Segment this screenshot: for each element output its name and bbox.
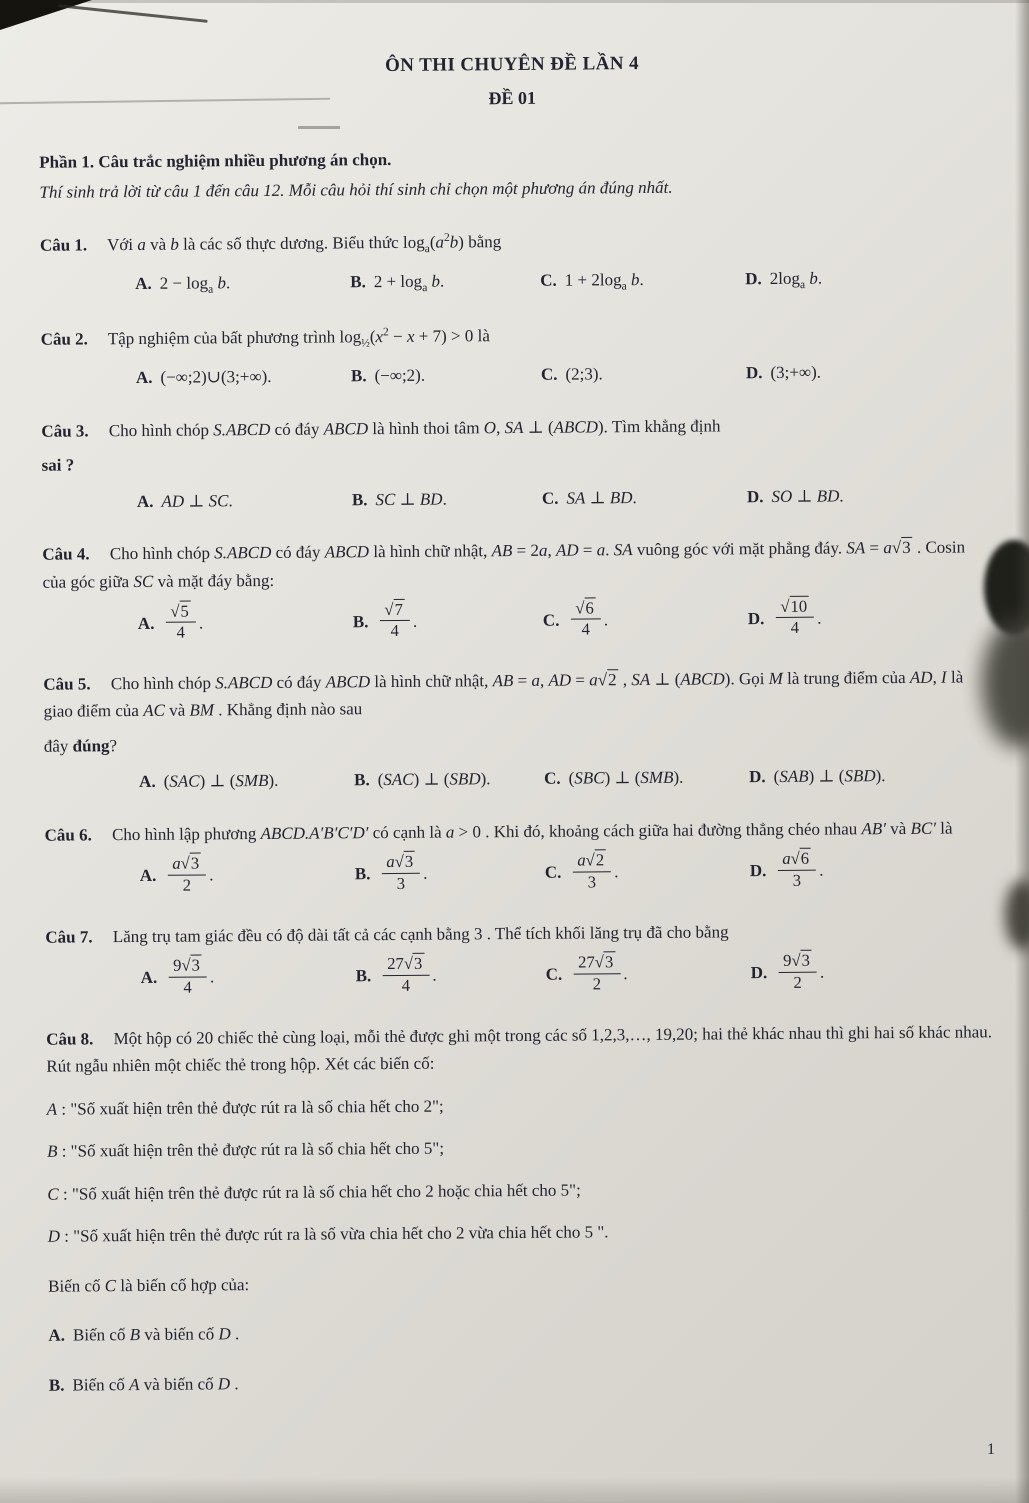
option-text: SA ⊥ BD.	[566, 487, 637, 508]
option-label: D.	[749, 861, 767, 881]
question-3-option-d	[747, 481, 989, 510]
option-label: A.	[140, 968, 158, 988]
question-1-option-d	[745, 263, 987, 295]
question-6-options	[45, 851, 992, 899]
option-text: $\frac{a √ 3}{3}$ .	[378, 864, 427, 883]
question-4-line	[42, 534, 989, 596]
question-8-option-b	[49, 1364, 996, 1399]
part1-instructions: Thí sinh trả lời từ câu 1 đến câu 12. Mỗi câu hỏi thí sinh chỉ chọn một phương án đúng nhất.	[39, 178, 673, 203]
option-label: D.	[746, 486, 764, 507]
question-3-option-b	[352, 485, 542, 514]
question-1-text: Với a và b là các số thực dương. Biểu thức $\log_a(a^2b)$ bằng	[107, 230, 502, 256]
question-2	[41, 318, 988, 392]
question-4-option-b	[353, 601, 543, 643]
option-label: A.	[139, 866, 157, 886]
option-text: √ $\frac{6}{4}$ .	[567, 610, 608, 629]
question-3-sai-line: sai ?	[41, 455, 75, 476]
question-8-prompt: Biến cố C là biến cố hợp của:	[48, 1274, 250, 1296]
question-4-option-d	[748, 598, 990, 640]
option-text: √ $\frac{7}{4}$ .	[376, 611, 417, 630]
question-7	[45, 916, 993, 1000]
question-4	[42, 534, 990, 646]
option-text: (SAC) ⊥ (SMB).	[163, 771, 279, 792]
option-label: D.	[750, 963, 768, 983]
question-2-option-a	[136, 363, 351, 392]
question-7-text: Lăng trụ tam giác đều có độ dài tất cả các cạnh bằng 3 . Thể tích khối lăng trụ đã cho bằng	[112, 922, 729, 946]
question-1-option-b	[350, 267, 540, 299]
question-3-option-c	[542, 483, 747, 512]
option-label: D.	[745, 269, 762, 289]
question-8-line	[46, 1018, 993, 1080]
option-text: SO ⊥ BD.	[771, 486, 844, 506]
option-label: A.	[135, 368, 153, 388]
question-1-option-a	[135, 268, 350, 300]
question-4-label: Câu 4.	[42, 544, 90, 565]
option-label: B.	[355, 966, 372, 986]
question-8-event-d: D : "Số xuất hiện trên thẻ được rút ra là số vừa chia hết cho 2 vừa chia hết cho 5 ".	[47, 1222, 609, 1246]
option-label: C.	[542, 610, 560, 630]
option-text: (2;3).	[565, 364, 603, 384]
question-3-line	[41, 410, 988, 445]
question-3	[41, 410, 989, 516]
option-text: $\frac{a √ 6}{3}$ .	[774, 861, 823, 880]
question-8-options	[48, 1315, 996, 1399]
question-5-label: Câu 5.	[43, 674, 91, 694]
question-5-text: Cho hình chóp S.ABCD có đáy ABCD là hình chữ nhật, AB = a, AD = a √ 2 , SA ⊥ (ABCD). Gọi M là trung điểm của AD, I là giao điểm của AC và BM . Khẳng định nào sau	[43, 667, 963, 721]
option-text: $2\log_a$ b.	[769, 268, 823, 292]
option-text: $\frac{a √ 2}{3}$ .	[569, 863, 618, 882]
exam-title: ÔN THI CHUYÊN ĐỀ LẦN 4	[384, 53, 640, 77]
option-text: (−∞;2)∪(3;+∞).	[160, 367, 272, 388]
option-label: B.	[352, 611, 369, 631]
option-text: $1 + 2\log_a$ b.	[564, 270, 644, 293]
question-5-option-a	[139, 767, 354, 796]
option-text: $\frac{27 √ 3}{2}$ .	[570, 964, 628, 983]
question-5-line	[43, 663, 990, 725]
question-7-option-a	[140, 955, 356, 1000]
exam-code: ĐỀ 01	[488, 87, 537, 108]
option-label: B.	[354, 864, 371, 884]
option-text: $\frac{9 √ 3}{2}$ .	[775, 963, 824, 982]
option-text: √ $\frac{5}{4}$ .	[162, 613, 203, 632]
option-text: (SBC) ⊥ (SMB).	[568, 768, 684, 788]
option-label: B.	[48, 1375, 65, 1395]
question-6-text: Cho hình lập phương ABCD.A′B′C′D′ có cạnh là a > 0 . Khi đó, khoảng cách giữa hai đường thẳng chéo nhau AB′ và BC′ là	[111, 818, 953, 845]
option-label: B.	[350, 366, 367, 386]
question-3-option-a	[137, 486, 352, 515]
question-7-option-c	[546, 954, 751, 996]
question-1	[40, 224, 988, 301]
question-7-label: Câu 7.	[45, 927, 93, 947]
option-label: C.	[540, 270, 557, 290]
question-8-event-b: B : "Số xuất hiện trên thẻ được rút ra là số chia hết cho 5";	[46, 1138, 445, 1161]
question-4-options	[43, 598, 990, 646]
question-8-event-c: C : "Số xuất hiện trên thẻ được rút ra là số chia hết cho 2 hoặc chia hết cho 5";	[47, 1180, 581, 1204]
option-label: B.	[354, 770, 370, 790]
question-3-text: Cho hình chóp S.ABCD có đáy ABCD là hình thoi tâm O, SA ⊥ (ABCD). Tìm khẳng định	[108, 416, 721, 441]
question-2-options	[41, 358, 988, 393]
question-8-event-a: A : "Số xuất hiện trên thẻ được rút ra là số chia hết cho 2";	[46, 1096, 444, 1119]
option-text: √ $\frac{10}{4}$ .	[772, 608, 821, 627]
option-label: D.	[745, 363, 763, 383]
option-text: AD ⊥ SC.	[161, 491, 233, 511]
question-2-option-c	[541, 360, 746, 389]
question-6-option-b	[355, 854, 545, 896]
question-8	[46, 1018, 996, 1399]
question-4-text: Cho hình chóp S.ABCD có đáy ABCD là hình chữ nhật, AB = 2a, AD = a. SA vuông góc với mặt phẳng đáy. SA = a √ 3 . Cosin của góc giữa SC và mặt đáy bằng:	[42, 537, 965, 591]
question-8-option-a	[48, 1315, 995, 1350]
option-label: C.	[545, 964, 563, 985]
question-1-option-c	[540, 265, 745, 297]
question-5	[43, 663, 991, 797]
question-6-option-a	[139, 853, 355, 898]
option-label: A.	[139, 772, 156, 792]
question-4-option-c	[542, 597, 748, 642]
question-5-dung-line: đây đúng?	[43, 735, 118, 756]
option-label: B.	[350, 272, 366, 292]
document-header	[38, 46, 985, 116]
question-2-option-b	[351, 361, 541, 390]
question-2-label: Câu 2.	[40, 329, 88, 349]
question-3-options	[42, 481, 989, 516]
question-2-line	[41, 318, 988, 356]
option-text: (SAB) ⊥ (SBD).	[773, 766, 886, 787]
option-text: $2 + \log_a b$.	[373, 271, 445, 295]
question-6	[44, 814, 992, 898]
option-text: (3;+∞).	[770, 362, 822, 383]
question-6-label: Câu 6.	[44, 825, 92, 845]
question-6-line	[44, 814, 991, 849]
question-1-label: Câu 1.	[39, 235, 88, 255]
option-label: A.	[136, 491, 154, 511]
option-text: Biến cố A và biến cố D .	[72, 1373, 239, 1395]
option-text: SC ⊥ BD.	[375, 489, 447, 510]
part1-heading: Phần 1. Câu trắc nghiệm nhiều phương án chọn.	[39, 149, 392, 172]
question-3-label: Câu 3.	[41, 421, 89, 441]
option-text: (SAC) ⊥ (SBD).	[377, 769, 491, 790]
option-text: Biến cố B và biến cố D .	[72, 1324, 240, 1345]
question-8-label: Câu 8.	[46, 1028, 94, 1049]
option-label: B.	[351, 490, 368, 510]
question-2-option-d	[746, 358, 988, 387]
question-4-option-a	[138, 603, 353, 645]
question-8-text: Một hộp có 20 chiếc thẻ cùng loại, mỗi thẻ được ghi một trong các số 1,2,3,…, 19,20; hai thẻ khác nhau thì ghi hai số khác nhau. Rút ngẫu nhiên một chiếc thẻ trong hộp. Xét các biến cố:	[46, 1021, 993, 1076]
question-1-options	[40, 263, 987, 301]
question-1-line	[40, 224, 987, 262]
question-5-option-d	[749, 762, 991, 791]
option-text: (−∞;2).	[374, 366, 426, 386]
question-7-line	[45, 916, 992, 951]
page-number: 1	[987, 1441, 995, 1458]
option-text: $2 - \log_a b$.	[159, 273, 231, 296]
option-label: D.	[747, 608, 765, 628]
option-label: C.	[540, 364, 558, 385]
option-label: D.	[749, 767, 766, 787]
question-5-option-c	[544, 764, 749, 793]
question-5-options	[44, 762, 991, 797]
option-label: C.	[544, 769, 561, 789]
option-text: $\frac{9 √ 3}{4}$ .	[165, 968, 214, 987]
option-label: A.	[48, 1325, 66, 1345]
option-label: C.	[541, 488, 559, 508]
question-5-option-b	[354, 765, 544, 794]
option-label: C.	[544, 863, 562, 883]
option-text: $\frac{27 √ 3}{4}$ .	[379, 966, 437, 985]
question-7-options	[46, 950, 993, 1001]
question-6-option-c	[544, 850, 750, 895]
question-6-option-d	[750, 851, 992, 893]
question-2-text: Tập nghiệm của bất phương trình $\log_{\frac{1}{2}}(x^2 - x + 7) > 0$ là	[107, 325, 490, 350]
question-7-option-d	[750, 950, 993, 995]
option-label: A.	[135, 273, 152, 294]
scan-artifact-bottom-shade	[0, 1477, 1029, 1503]
option-label: A.	[137, 613, 155, 633]
question-7-option-b	[356, 956, 546, 998]
option-text: $\frac{a √ 3}{2}$ .	[164, 866, 213, 885]
